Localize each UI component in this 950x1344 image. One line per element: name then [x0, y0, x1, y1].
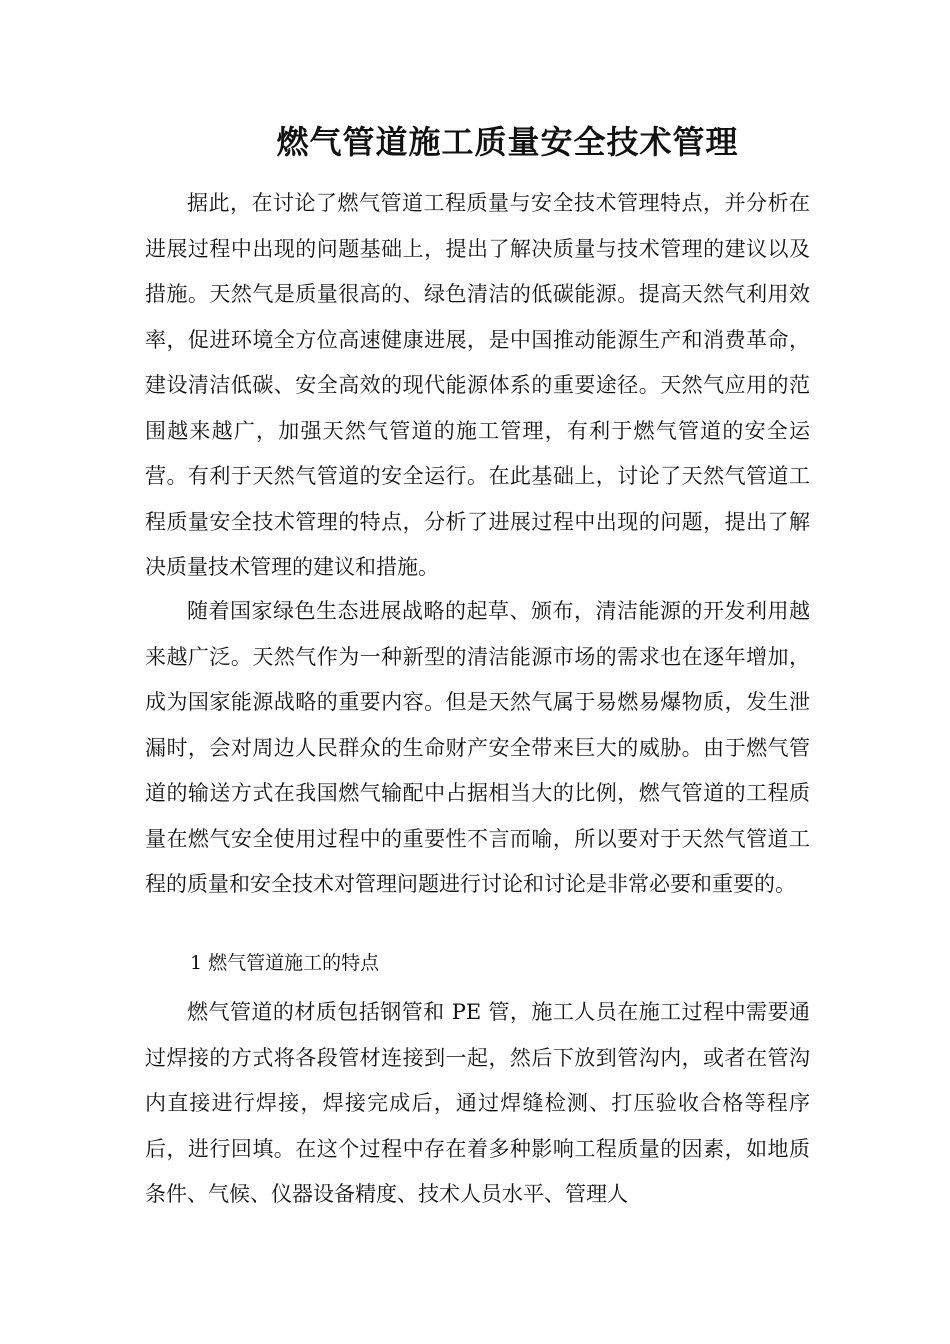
section-paragraph: 燃气管道的材质包括钢管和 PE 管，施工人员在施工过程中需要通过焊接的方式将各段管材连接到一起，然后下放到管沟内，或者在管沟内直接进行焊接，焊接完成后，通过焊缝检测、打压验收合格等程序后，进行回填。在这个过程中存在着多种影响工程质量的因素，如地质条件、气候、仪器设备精度、技术人员水平、管理人	[145, 1000, 810, 1206]
body-paragraph-1: 据此，在讨论了燃气管道工程质量与安全技术管理特点，并分析在进展过程中出现的问题基础上，提出了解决质量与技术管理的建议以及措施。天然气是质量很高的、绿色清洁的低碳能源。提高天然气利用效率，促进环境全方位高速健康进展，是中国推动能源生产和消费革命，建设清洁低碳、安全高效的现代能源体系的重要途径。天然气应用的范围越来越广，加强天然气管道的施工管理，有利于燃气管道的安全运营。有利于天然气管道的安全运行。在此基础上，讨论了天然气管道工程质量安全技术管理的特点，分析了进展过程中出现的问题，提出了解决质量技术管理的建议和措施。	[145, 191, 810, 579]
section-heading: 1 燃气管道施工的特点	[190, 952, 380, 974]
document-title: 燃气管道施工质量安全技术管理	[276, 123, 739, 161]
body-paragraph-2: 随着国家绿色生态进展战略的起草、颁布，清洁能源的开发利用越来越广泛。天然气作为一种新型的清洁能源市场的需求也在逐年增加，成为国家能源战略的重要内容。但是天然气属于易燃易爆物质，发生泄漏时，会对周边人民群众的生命财产安全带来巨大的威胁。由于燃气管道的输送方式在我国燃气输配中占据相当大的比例，燃气管道的工程质量在燃气安全使用过程中的重要性不言而喻，所以要对于天然气管道工程的质量和安全技术对管理问题进行讨论和讨论是非常必要和重要的。	[145, 599, 810, 896]
